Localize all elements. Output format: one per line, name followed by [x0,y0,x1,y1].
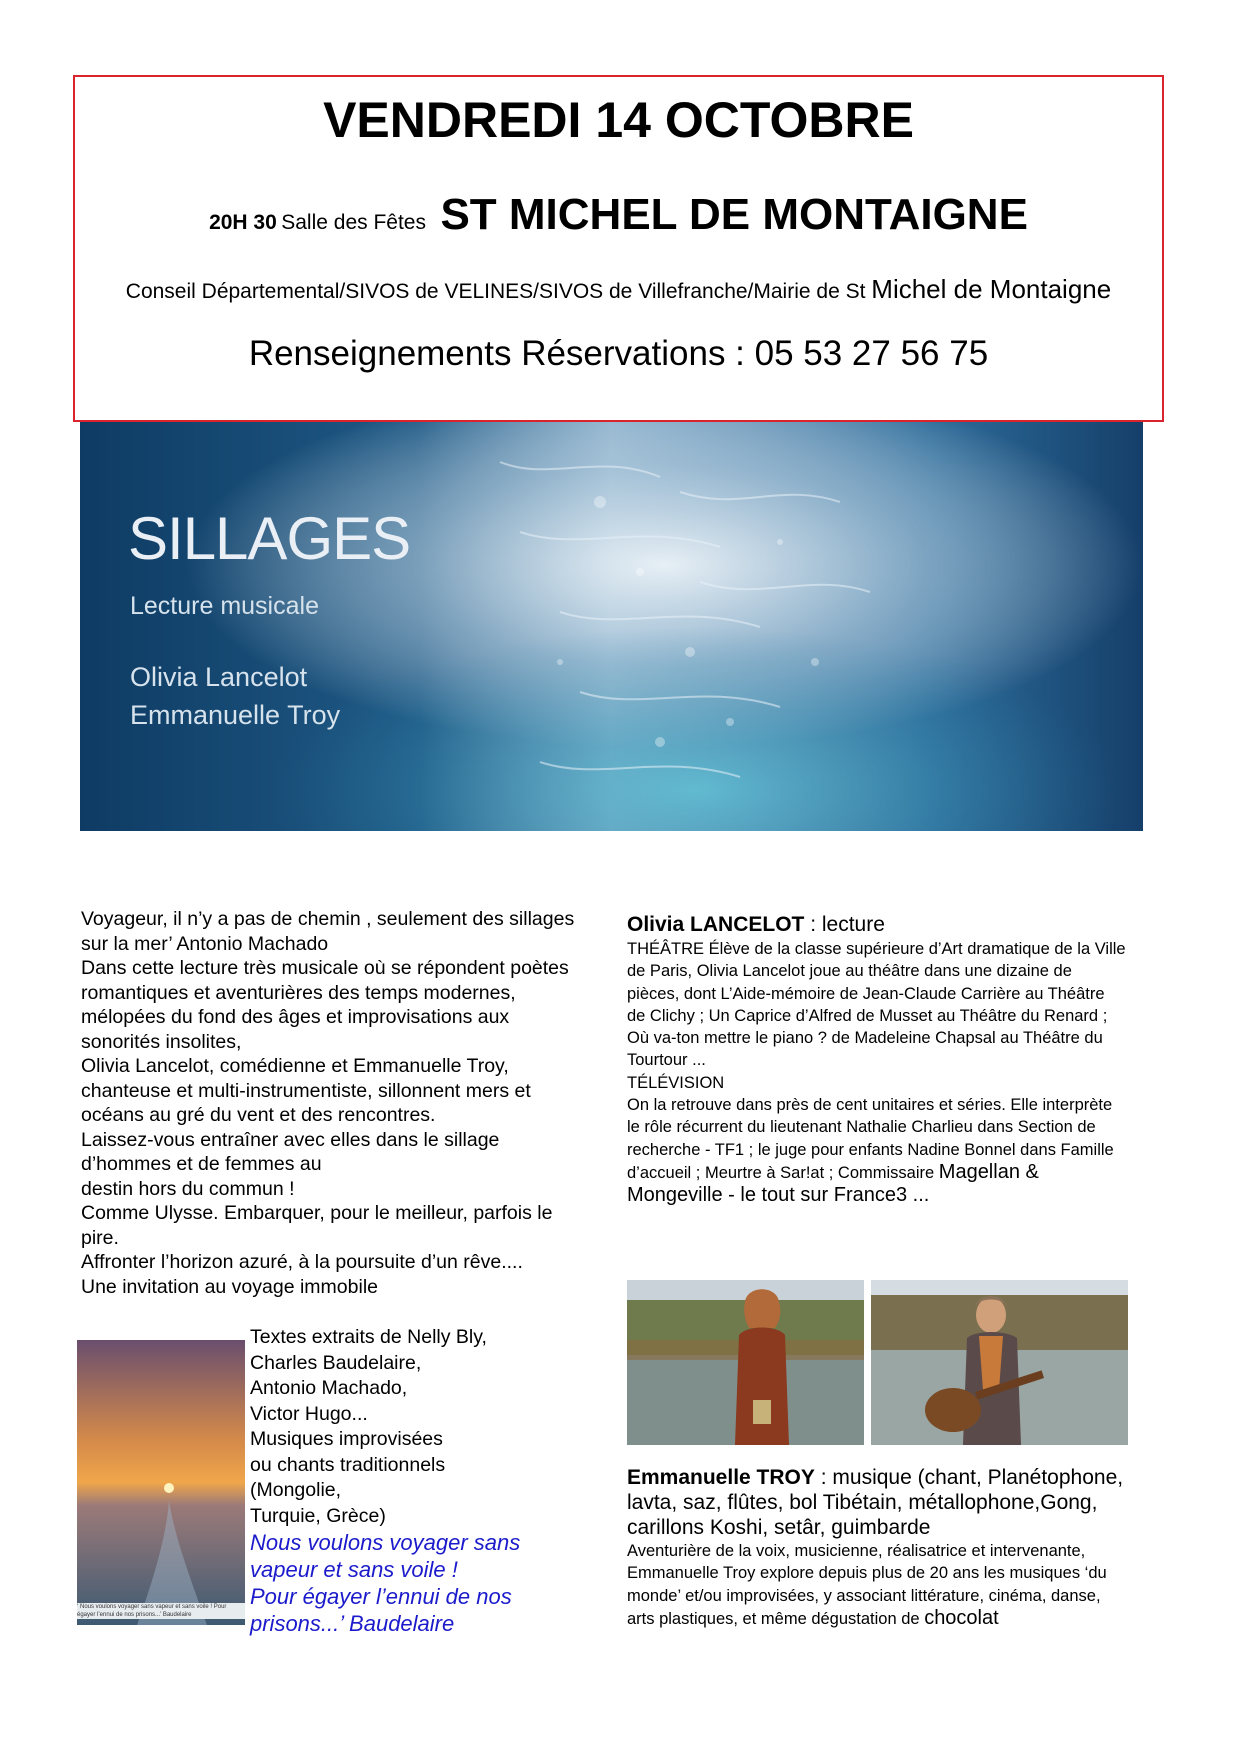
emmanuelle-troy-photo [871,1280,1128,1445]
partners-text-big: Michel de Montaigne [871,274,1112,304]
program-line: Charles Baudelaire, [250,1351,422,1374]
baudelaire-quote-line: Pour égayer l’ennui de nos [250,1584,512,1609]
event-date: VENDREDI 14 OCTOBRE [323,92,914,148]
program-line: (Mongolie, [250,1479,342,1501]
sunset-caption: ‘ Nous voulons voyager sans vapeur et sans voile ! Pour égayer l’ennui de nos prisons...’ Baudelaire [77,1603,245,1619]
hero-sea-image [80,422,1143,831]
intro-line: Une invitation au voyage immobile [81,1275,378,1298]
olivia-lancelot-photo [627,1280,864,1445]
olivia-television-text: On la retrouve dans près de cent unitaires et séries. Elle interprète le rôle récurrent du lieutenant Nathalie Charlieu dans Section de recherche - TF1 ; le juge pour enfants Nadine Bonnel dans Famille d’accueil ; Meurtre à Sar!at ; Commissaire [627,1096,1114,1182]
event-header-box [73,75,1164,422]
intro-text [81,907,581,1299]
emmanuelle-bio-text [627,1540,1127,1630]
sea-wake-picture [80,422,1143,831]
intro-line: destin hors du commun ! [81,1177,295,1200]
olivia-heading [627,912,1127,938]
event-partners [75,274,1162,305]
program-line: ou chants traditionnels [250,1453,446,1476]
program-line: Turquie, Grèce) [250,1504,386,1527]
hero-performer-1: Olivia Lancelot [130,662,308,692]
emmanuelle-bio [627,1465,1127,1630]
sunset-wake-image [77,1340,245,1625]
olivia-television-big: Magellan & Mongeville - le tout sur France3 ... [627,1160,1039,1207]
intro-line: Comme Ulysse. Embarquer, pour le meilleur, parfois le pire. [81,1202,553,1249]
olivia-television [627,1094,1127,1207]
hero-title: SILLAGES [128,505,411,572]
program-list [250,1325,590,1637]
emmanuelle-role: : musique (chant, Planétophone, lavta, saz, flûtes, bol Tibétain, métallophone,Gong, carillons Koshi, setâr, guimbarde [627,1466,1124,1539]
program-line: Textes extraits de Nelly Bly, [250,1326,487,1348]
intro-line: Laissez-vous entraîner avec elles dans le sillage d’hommes et de femmes au [81,1128,500,1175]
olivia-name: Olivia LANCELOT [627,913,805,936]
emmanuelle-portrait-picture [871,1280,1128,1445]
event-time-place [75,190,1162,240]
emmanuelle-bio-end: chocolat [924,1606,999,1629]
emmanuelle-bio-main: Aventurière de la voix, musicienne, réalisatrice et intervenante, Emmanuelle Troy explore depuis plus de 20 ans les musiques ‘du monde’ et/ou improvisées, y associant littérature, cinéma, danse, arts plastiques, et même dégustation de [627,1542,1107,1628]
program-line: Musiques improvisées [250,1428,443,1450]
event-venue: Salle des Fêtes [281,211,426,234]
event-time: 20H 30 [209,211,277,234]
emmanuelle-heading [627,1465,1127,1540]
program-line: Victor Hugo... [250,1402,368,1425]
baudelaire-quote-line: prisons...’ Baudelaire [250,1611,455,1636]
olivia-role: : lecture [804,913,885,936]
intro-line: Olivia Lancelot, comédienne et Emmanuelle Troy, chanteuse et multi-instrumentiste, sillonnent mers et océans au gré du vent et des rencontres. [81,1055,531,1126]
reservations-phone: Renseignements Réservations : 05 53 27 56 75 [248,334,989,373]
intro-line: Affronter l’horizon azuré, à la poursuite d’un rêve.... [81,1251,523,1273]
baudelaire-quote-line: Nous voulons voyager sans [250,1530,521,1555]
olivia-bio [627,912,1127,1208]
television-label: TÉLÉVISION [627,1073,725,1092]
hero-subtitle: Lecture musicale [130,592,319,620]
event-place: ST MICHEL DE MONTAIGNE [440,190,1028,239]
hero-performer-2: Emmanuelle Troy [130,700,341,730]
sunset-picture [77,1340,245,1625]
baudelaire-quote-line: vapeur et sans voile ! [250,1557,458,1582]
olivia-portrait-picture [627,1280,864,1445]
emmanuelle-name: Emmanuelle TROY [627,1466,815,1489]
olivia-theatre: THÉÂTRE Élève de la classe supérieure d’Art dramatique de la Ville de Paris, Olivia Lancelot joue au théâtre dans une dizaine de pièces, dont L’Aide-mémoire de Jean-Claude Carrière au Théâtre de Clichy ; Un Caprice d’Alfred de Musset au Théâtre du Renard ; Où va-ton mettre le piano ? de Madeleine Chapsal au Théâtre du Tourtour ... [627,940,1126,1070]
program-line: Antonio Machado, [250,1377,408,1399]
intro-line: Dans cette lecture très musicale où se répondent poètes romantiques et aventurières des temps modernes, mélopées du fond des âges et improvisations aux sonorités insolites, [81,957,569,1053]
partners-text: Conseil Départemental/SIVOS de VELINES/SIVOS de Villefranche/Mairie de St [125,280,866,303]
intro-line: Voyageur, il n’y a pas de chemin , seulement des sillages sur la mer’ Antonio Machado [81,908,575,955]
